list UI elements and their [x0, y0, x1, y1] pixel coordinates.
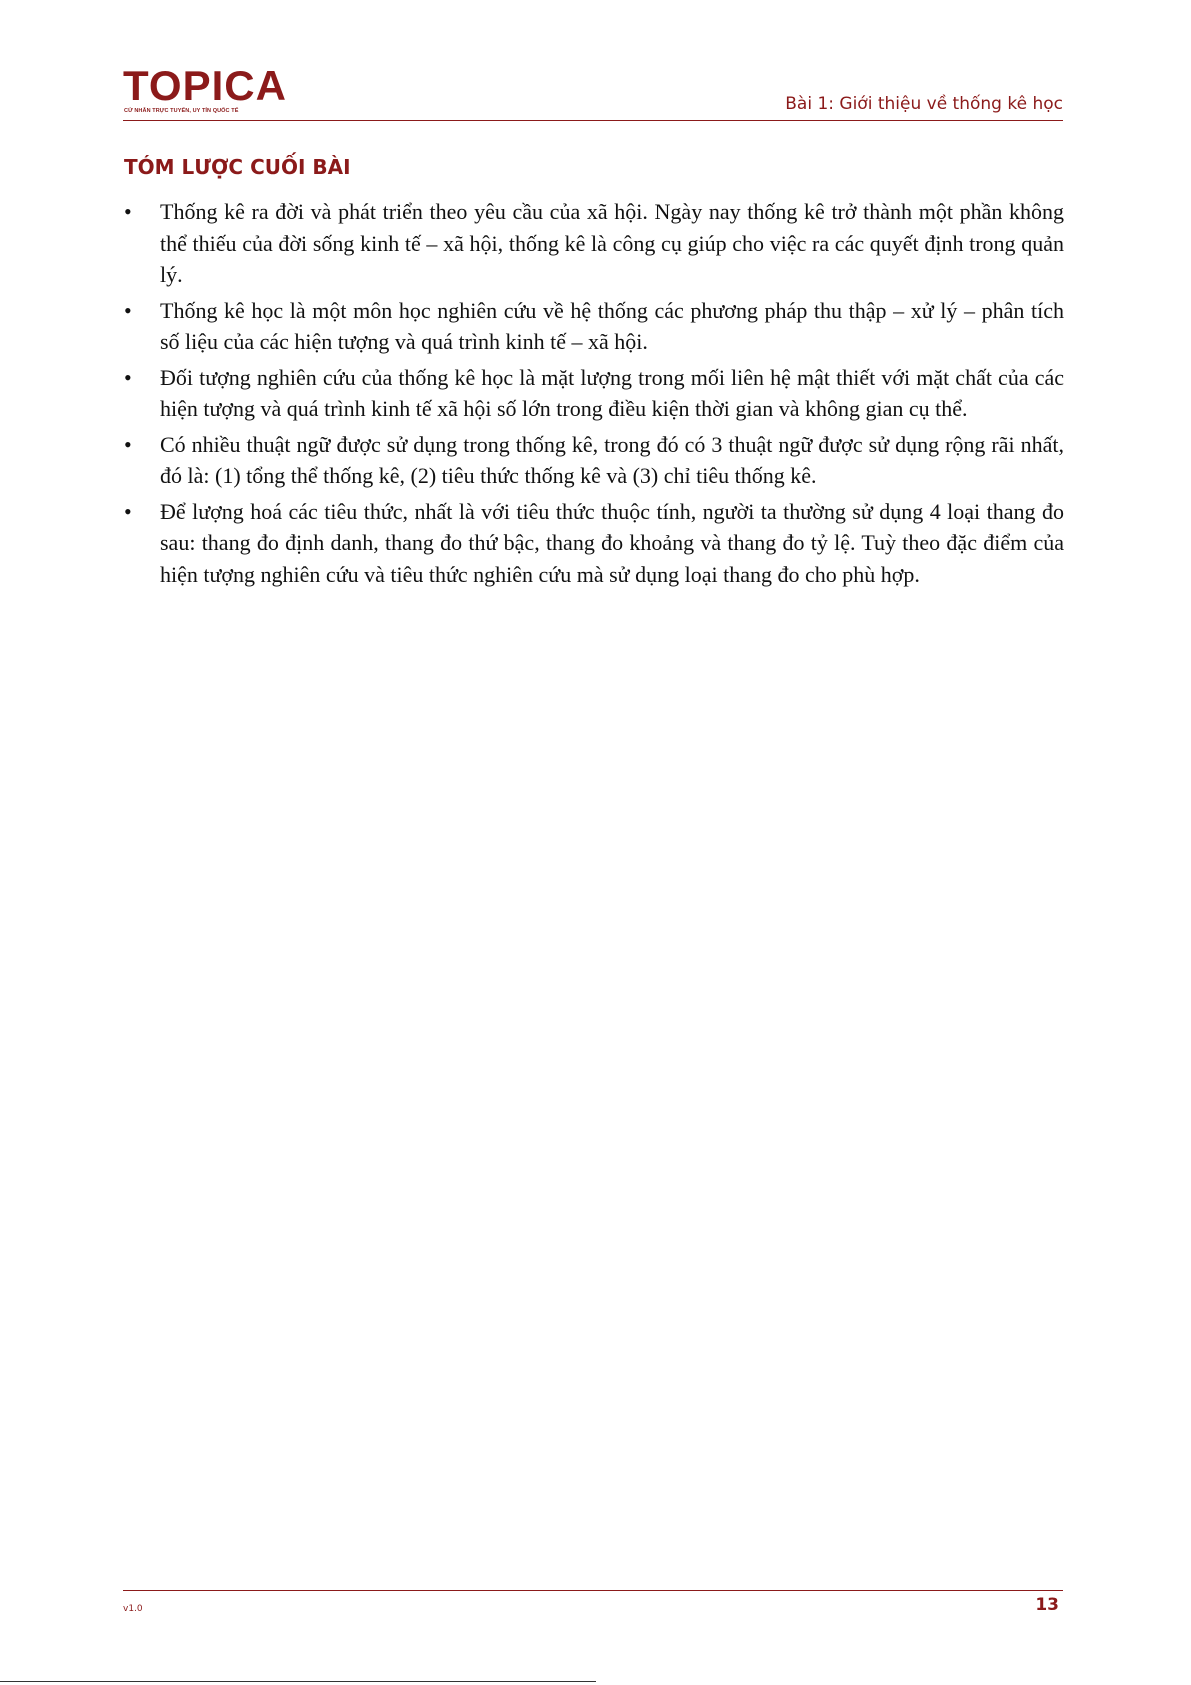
summary-list	[124, 196, 1064, 594]
list-item	[124, 429, 1064, 492]
bullet-icon: •	[124, 431, 132, 457]
page-footer	[123, 1590, 1063, 1625]
page-number: 13	[1035, 1595, 1059, 1615]
lesson-title: Bài 1: Giới thiệu về thống kê học	[785, 94, 1063, 114]
list-item-text: Có nhiều thuật ngữ được sử dụng trong thống kê, trong đó có 3 thuật ngữ được sử dụng rộng rãi nhất, đó là: (1) tổng thể thống kê, (2) tiêu thức thống kê và (3) chỉ tiêu thống kê.	[160, 431, 1064, 488]
bullet-icon: •	[124, 364, 132, 390]
bottom-divider	[0, 1681, 596, 1682]
list-item	[124, 196, 1064, 291]
topica-logo	[123, 62, 287, 116]
page-header	[123, 62, 1063, 121]
section-title: TÓM LƯỢC CUỐI BÀI	[124, 155, 351, 179]
list-item-text: Để lượng hoá các tiêu thức, nhất là với tiêu thức thuộc tính, người ta thường sử dụng 4 loại thang đo sau: thang đo định danh, thang đo thứ bậc, thang đo khoảng và thang đo tỷ lệ. Tuỳ theo đặc điểm của hiện tượng nghiên cứu và tiêu thức nghiên cứu mà sử dụng loại thang đo cho phù hợp.	[160, 498, 1064, 587]
logo-tagline: CỬ NHÂN TRỰC TUYẾN, UY TÍN QUỐC TẾ	[124, 108, 239, 114]
version-label: v1.0	[123, 1604, 143, 1614]
list-item-text: Thống kê học là một môn học nghiên cứu về hệ thống các phương pháp thu thập – xử lý – phân tích số liệu của các hiện tượng và quá trình kinh tế – xã hội.	[160, 297, 1064, 354]
list-item	[124, 295, 1064, 358]
logo-wordmark: TOPICA	[123, 62, 287, 109]
list-item	[124, 362, 1064, 425]
bullet-icon: •	[124, 498, 132, 524]
list-item-text: Thống kê ra đời và phát triển theo yêu cầu của xã hội. Ngày nay thống kê trở thành một phần không thể thiếu của đời sống kinh tế – xã hội, thống kê là công cụ giúp cho việc ra các quyết định trong quản lý.	[160, 199, 1064, 287]
list-item-text: Đối tượng nghiên cứu của thống kê học là mặt lượng trong mối liên hệ mật thiết với mặt chất của các hiện tượng và quá trình kinh tế xã hội số lớn trong điều kiện thời gian và không gian cụ thể.	[160, 364, 1064, 421]
bullet-icon: •	[124, 297, 132, 323]
list-item	[124, 496, 1064, 591]
bullet-icon: •	[124, 199, 132, 224]
